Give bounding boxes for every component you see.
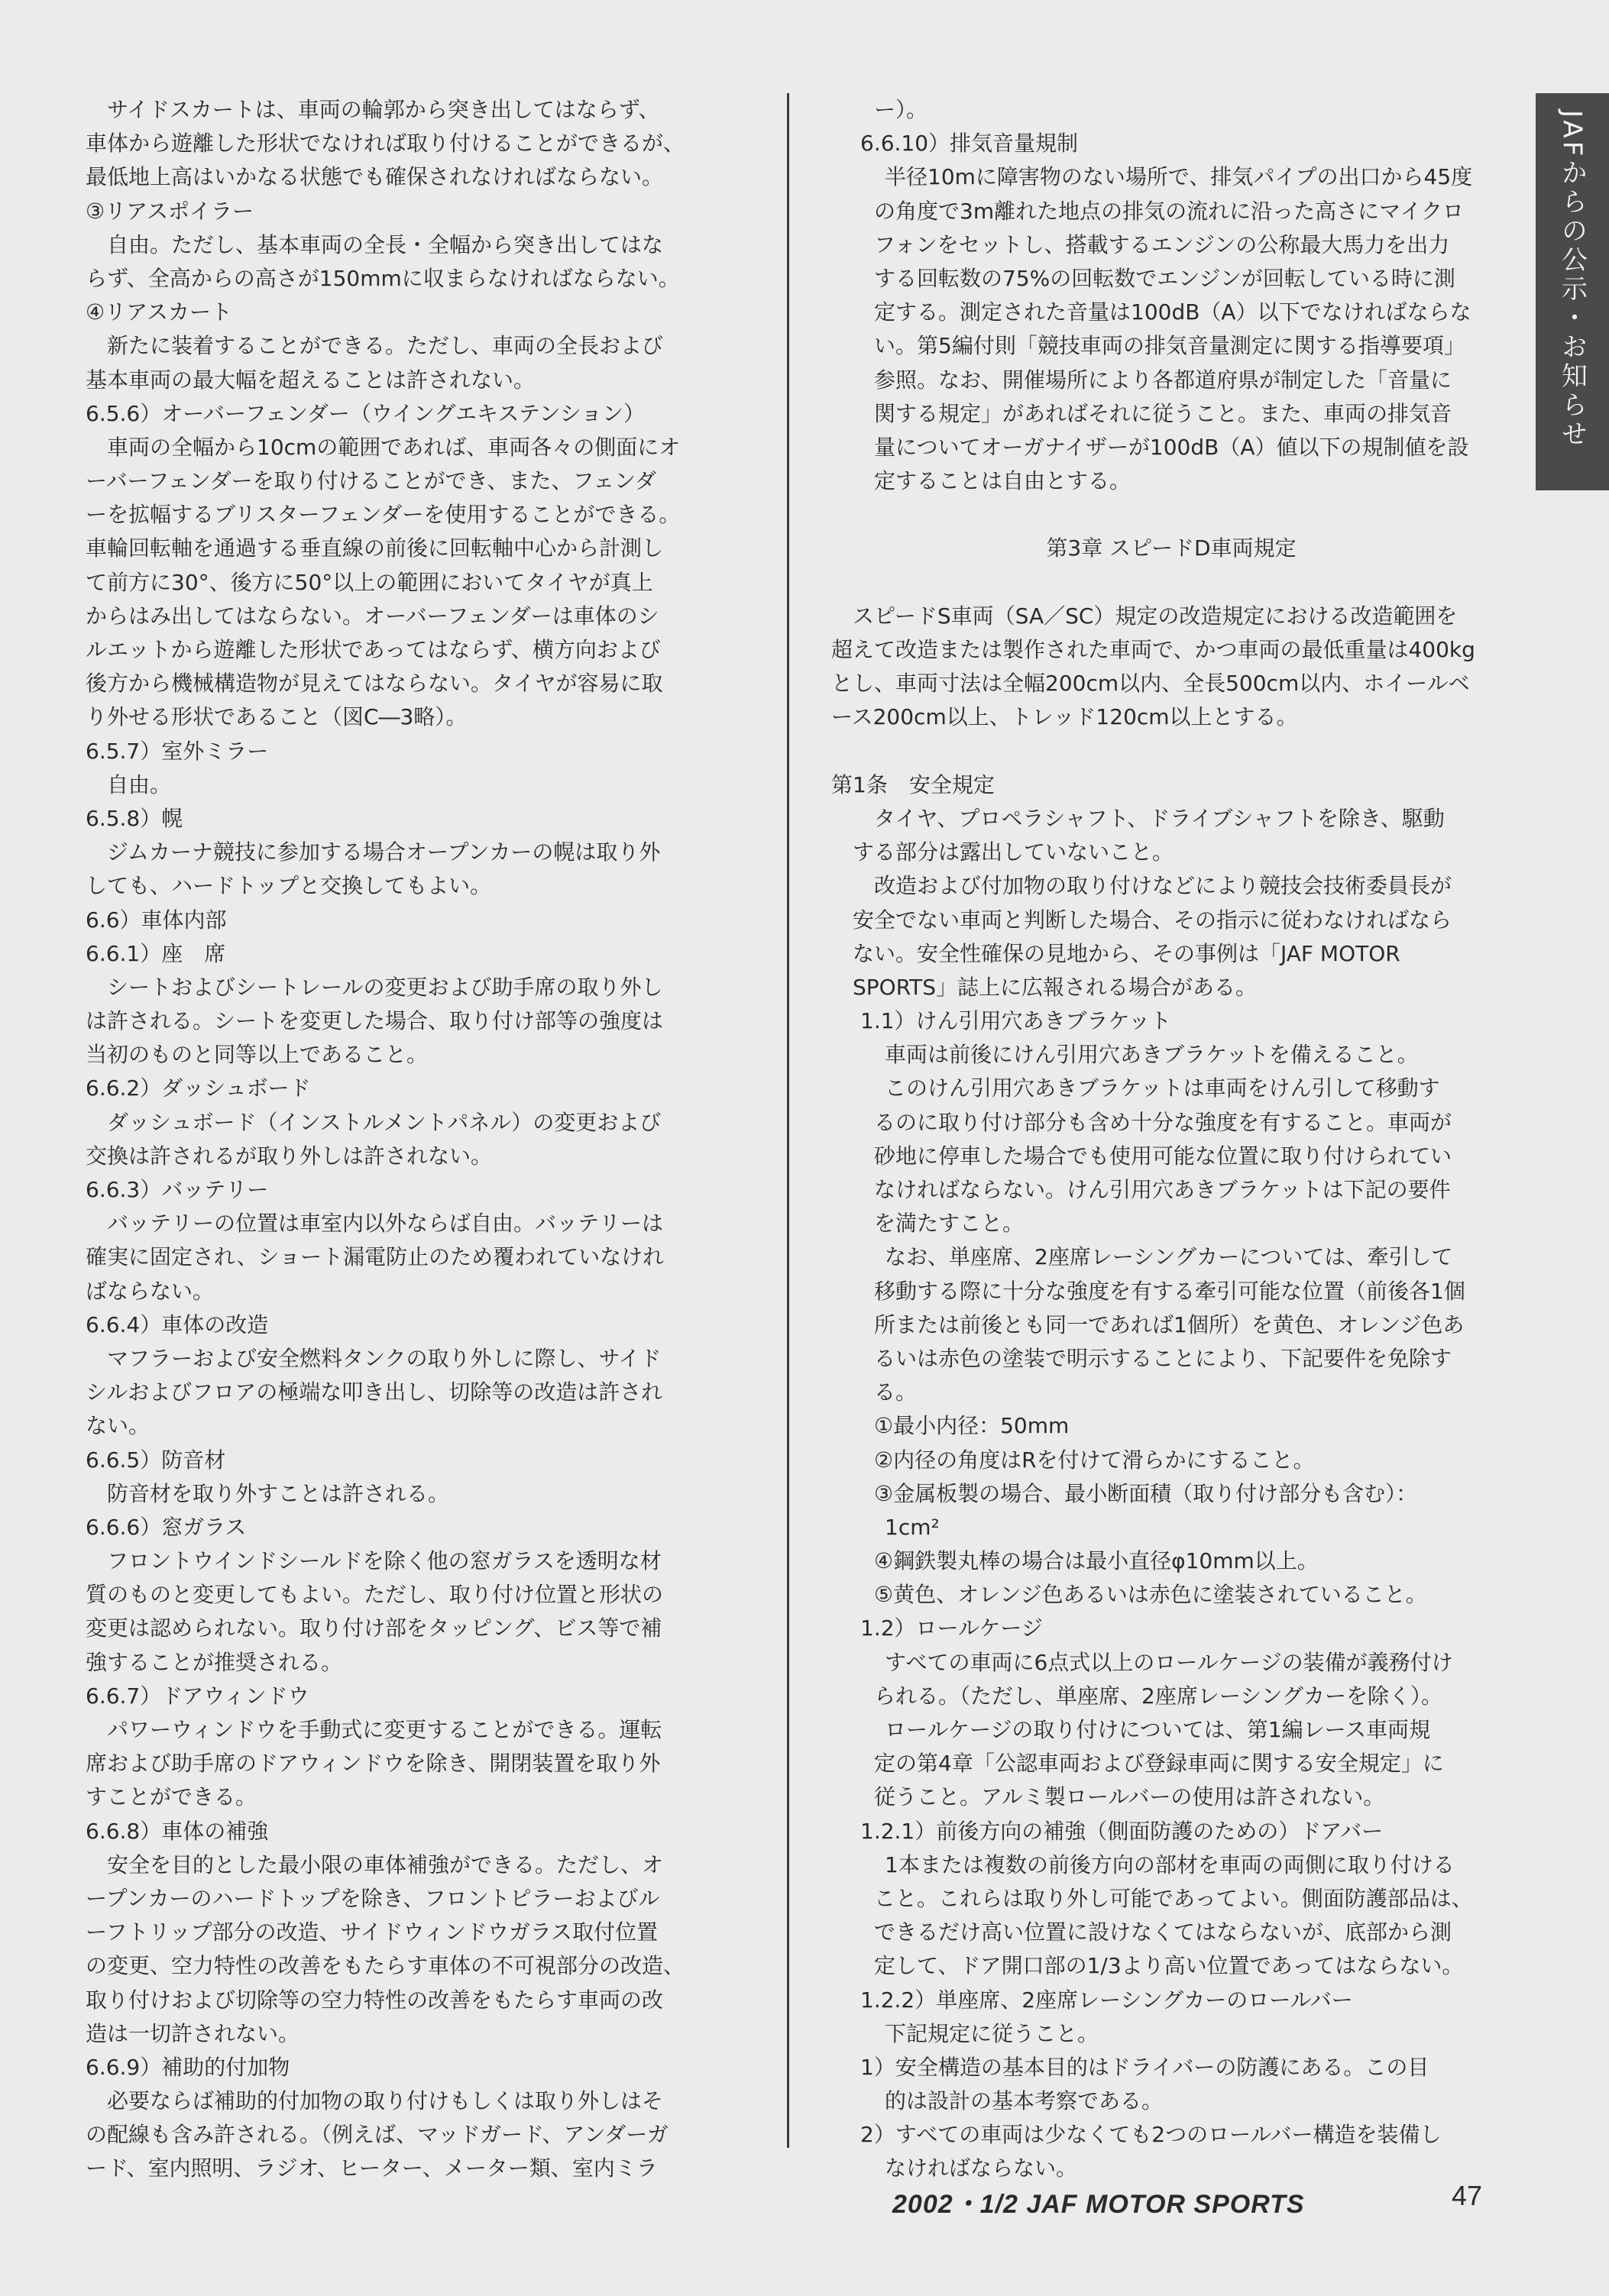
left-column [86, 93, 740, 2186]
text-line: ②内径の角度はRを付けて滑らかにすること。 [874, 1447, 1315, 1473]
text-line: ③リアスポイラー [86, 198, 254, 224]
text-line: とし、車両寸法は全幅200cm以内、全長500cm以内、ホイールベ [831, 671, 1470, 697]
text-line: 超えて改造または製作された車両で、かつ車両の最低重量は400kg [831, 637, 1475, 662]
text-line: なお、単座席、2座席レーシングカーについては、牽引して [885, 1244, 1453, 1270]
text-line: ード、室内照明、ラジオ、ヒーター、メーター類、室内ミラ [86, 2155, 658, 2181]
text-line: ③金属板製の場合、最小断面積（取り付け部分も含む）： [874, 1480, 1418, 1506]
text-line: 半径10mに障害物のない場所で、排気パイプの出口から45度 [885, 164, 1473, 190]
text-line: マフラーおよび安全燃料タンクの取り外しに際し、サイド [107, 1345, 662, 1371]
text-line: 定することは自由とする。 [874, 468, 1131, 494]
text-line: タイヤ、プロペラシャフト、ドライブシャフトを除き、駆動 [874, 805, 1445, 831]
text-line: 当初のものと同等以上であること。 [86, 1042, 429, 1068]
text-line: り外せる形状であること（図C―3略）。 [86, 704, 468, 730]
section-heading: 6.6.1）座 席 [86, 940, 226, 966]
text-line: 車体から遊離した形状でなければ取り付けることができるが、 [86, 131, 685, 157]
text-line: るいは赤色の塗装で明示することにより、下記要件を免除す [874, 1345, 1452, 1371]
text-line: る。 [874, 1379, 918, 1405]
text-line: サイドスカートは、車両の輪郭から突き出してはならず、 [107, 97, 660, 122]
text-line: ない。 [86, 1413, 151, 1439]
text-line: シートおよびシートレールの変更および助手席の取り外し [107, 974, 663, 1000]
text-line: 1本または複数の前後方向の部材を車両の両側に取り付ける [885, 1851, 1455, 1877]
text-line: 下記規定に従うこと。 [885, 2020, 1099, 2046]
text-line: 移動する際に十分な強度を有する牽引可能な位置（前後各1個 [874, 1278, 1465, 1304]
section-heading: 1.2）ロールケージ [860, 1615, 1043, 1641]
text-line: い。第5編付則「競技車両の排気音量測定に関する指導要項」 [874, 333, 1465, 359]
text-line: ロールケージの取り付けについては、第1編レース車両規 [885, 1717, 1431, 1742]
text-line: らず、全高からの高さが150mmに収まらなければならない。 [86, 265, 680, 291]
text-line: 所または前後とも同一であれば1個所）を黄色、オレンジ色あ [874, 1311, 1465, 1337]
text-line: しても、ハードトップと交換してもよい。 [86, 873, 492, 899]
text-line: 交換は許されるが取り外しは許されない。 [86, 1143, 493, 1169]
text-line: バッテリーの位置は車室内以外ならば自由。バッテリーは [107, 1211, 664, 1237]
text-line: 造は一切許されない。 [86, 2020, 300, 2046]
text-line: は許される。シートを変更した場合、取り付け部等の強度は [86, 1008, 664, 1034]
text-line: ルエットから遊離した形状であってはならず、横方向および [86, 637, 661, 662]
text-line: 質のものと変更してもよい。ただし、取り付け位置と形状の [86, 1582, 664, 1608]
text-line: 定の第4章「公認車両および登録車両に関する安全規定」に [874, 1751, 1444, 1777]
text-line: SPORTS」誌上に広報される場合がある。 [853, 974, 1257, 1000]
text-line: シルおよびフロアの極端な叩き出し、切除等の改造は許され [86, 1379, 663, 1405]
text-line: ジムカーナ競技に参加する場合オープンカーの幌は取り外 [107, 839, 661, 865]
text-line: ④リアスカート [86, 299, 232, 325]
text-line: 強することが推奨される。 [86, 1649, 343, 1675]
text-line: ④鋼鉄製丸棒の場合は最小直径φ10mm以上。 [874, 1548, 1319, 1574]
text-line: 的は設計の基本考察である。 [885, 2088, 1164, 2114]
text-line: ー）。 [874, 97, 928, 122]
text-line: ⑤黄色、オレンジ色あるいは赤色に塗装されていること。 [874, 1582, 1427, 1608]
section-heading: 6.5.8）幌 [86, 805, 183, 831]
section-heading: 1）安全構造の基本目的はドライバーの防護にある。この目 [860, 2054, 1429, 2080]
text-line: ーを拡幅するブリスターフェンダーを使用することができる。 [86, 502, 681, 528]
text-line: する部分は露出していないこと。 [853, 839, 1174, 865]
text-line: 第3章 スピードD車両規定 [1046, 535, 1297, 561]
text-line: 自由。 [107, 771, 172, 797]
text-line: 防音材を取り外すことは許される。 [107, 1480, 450, 1506]
section-heading: 6.6.2）ダッシュボード [86, 1075, 311, 1101]
text-line: こと。これらは取り外し可能であってよい。側面防護部品は、 [874, 1885, 1473, 1911]
text-line: フロントウインドシールドを除く他の窓ガラスを透明な材 [107, 1548, 662, 1574]
section-heading: 6.6.9）補助的付加物 [86, 2054, 290, 2080]
text-line: すべての車両に6点式以上のロールケージの装備が義務付け [885, 1649, 1453, 1675]
section-heading: 6.6.8）車体の補強 [86, 1818, 269, 1844]
text-line: 変更は認められない。取り付け部をタッピング、ビス等で補 [86, 1615, 662, 1641]
text-line: 1cm² [885, 1514, 940, 1540]
text-line: の配線も含み許される。（例えば、マッドガード、アンダーガ [86, 2122, 669, 2148]
text-line: 定して、ドア開口部の1/3より高い位置であってはならない。 [874, 1953, 1464, 1979]
text-line: 定する。測定された音量は100dB（A）以下でなければならな [874, 299, 1471, 325]
text-line: ース200cm以上、トレッド120cm以上とする。 [831, 704, 1298, 730]
text-line: 新たに装着することができる。ただし、車両の全長および [107, 333, 664, 359]
text-line: 車輪回転軸を通過する垂直線の前後に回転軸中心から計測し [86, 535, 664, 561]
text-line: 最低地上高はいかなる状態でも確保されなければならない。 [86, 164, 664, 190]
text-line: ①最小内径：50mm [874, 1413, 1070, 1439]
blank-line [831, 566, 1511, 600]
section-heading: 6.6.7）ドアウィンドウ [86, 1683, 309, 1709]
text-line: 確実に固定され、ショート漏電防止のため覆われていなけれ [86, 1244, 665, 1270]
blank-line [831, 735, 1511, 768]
text-line: このけん引用穴あきブラケットは車両をけん引して移動す [885, 1075, 1440, 1101]
section-heading: 1.1）けん引用穴あきブラケット [860, 1008, 1172, 1034]
text-line: ーフトリップ部分の改造、サイドウィンドウガラス取付位置 [86, 1919, 659, 1945]
text-line: する回転数の75%の回転数でエンジンが回転している時に測 [874, 265, 1455, 291]
text-line: ない。安全性確保の見地から、その事例は「JAF MOTOR [853, 940, 1400, 966]
section-heading: 6.6.5）防音材 [86, 1447, 226, 1473]
text-line: ダッシュボード（インストルメントパネル）の変更および [107, 1109, 662, 1135]
text-line: 車両の全幅から10cmの範囲であれば、車両各々の側面にオ [107, 434, 681, 460]
footer-magazine-title: 2002・1/2 JAF MOTOR SPORTS [892, 2190, 1305, 2219]
section-heading: 2）すべての車両は少なくても2つのロールバー構造を装備し [860, 2122, 1442, 2148]
section-heading: 6.6）車体内部 [86, 907, 227, 933]
text-line: ープンカーのハードトップを除き、フロントピラーおよびル [86, 1885, 660, 1911]
page-number: 47 [1452, 2180, 1483, 2211]
section-tab-label: JAFからの公示・お知らせ [1556, 110, 1588, 450]
text-line: 席および助手席のドアウィンドウを除き、開閉装置を取り外 [86, 1751, 661, 1777]
blank-line [831, 498, 1511, 532]
text-line: て前方に30°、後方に50°以上の範囲においてタイヤが真上 [86, 569, 653, 595]
section-tab [1536, 93, 1609, 490]
text-line: 後方から機械構造物が見えてはならない。タイヤが容易に取 [86, 671, 663, 697]
column-divider [787, 93, 789, 2148]
section-heading: 1.2.2）単座席、2座席レーシングカーのロールバー [860, 1987, 1353, 2013]
text-line: パワーウィンドウを手動式に変更することができる。運転 [107, 1717, 662, 1742]
section-heading: 6.6.10）排気音量規制 [860, 131, 1079, 157]
text-line: 砂地に停車した場合でも使用可能な位置に取り付けられてい [874, 1143, 1452, 1169]
text-line: 量についてオーガナイザーが100dB（A）値以下の規制値を設 [874, 434, 1469, 460]
section-heading: 6.6.4）車体の改造 [86, 1311, 269, 1337]
text-line: を満たすこと。 [874, 1211, 1025, 1237]
text-line: 取り付けおよび切除等の空力特性の改善をもたらす車両の改 [86, 1987, 664, 2013]
text-line: スピードS車両（SA／SC）規定の改造規定における改造範囲を [853, 603, 1458, 629]
section-heading: 6.5.7）室外ミラー [86, 738, 269, 764]
text-line: 参照。なお、開催場所により各都道府県が制定した「音量に [874, 367, 1452, 393]
text-line: 自由。ただし、基本車両の全長・全幅から突き出してはな [107, 231, 664, 257]
text-line: 安全でない車両と判断した場合、その指示に従わなければなら [853, 907, 1452, 933]
text-line: 安全を目的とした最小限の車体補強ができる。ただし、オ [107, 1851, 664, 1877]
text-line: 関する規定」があればそれに従うこと。また、車両の排気音 [874, 400, 1452, 426]
text-line: ーバーフェンダーを取り付けることができ、また、フェンダ [86, 468, 657, 494]
right-column [831, 93, 1511, 2186]
text-line: フォンをセットし、搭載するエンジンの公称最大馬力を出力 [874, 231, 1450, 257]
text-line: なければならない。けん引用穴あきブラケットは下記の要件 [874, 1177, 1451, 1202]
text-line: 車両は前後にけん引用穴あきブラケットを備えること。 [885, 1042, 1419, 1068]
text-line: できるだけ高い位置に設けなくてはならないが、底部から測 [874, 1919, 1452, 1945]
text-line: なければならない。 [885, 2155, 1078, 2181]
section-heading: 6.5.6）オーバーフェンダー（ウイングエキステンション） [86, 400, 646, 426]
section-heading: 1.2.1）前後方向の補強（側面防護のための）ドアバー [860, 1818, 1384, 1844]
text-line: 第1条 安全規定 [831, 771, 995, 797]
text-line: 必要ならば補助的付加物の取り付けもしくは取り外しはそ [107, 2088, 664, 2114]
text-line: るのに取り付け部分も含め十分な強度を有すること。車両が [874, 1109, 1452, 1135]
section-heading: 6.6.3）バッテリー [86, 1177, 269, 1202]
text-line: すことができる。 [86, 1784, 257, 1810]
text-line: 従うこと。アルミ製ロールバーの使用は許されない。 [874, 1784, 1385, 1810]
text-line: の角度で3m離れた地点の排気の流れに沿った高さにマイクロ [874, 198, 1464, 224]
text-line: 基本車両の最大幅を超えることは許されない。 [86, 367, 536, 393]
text-line: 改造および付加物の取り付けなどにより競技会技術委員長が [874, 873, 1452, 899]
section-heading: 6.6.6）窓ガラス [86, 1514, 247, 1540]
text-line: ばならない。 [86, 1278, 215, 1304]
text-line: られる。（ただし、単座席、2座席レーシングカーを除く）。 [874, 1683, 1442, 1709]
text-line: の変更、空力特性の改善をもたらす車体の不可視部分の改造、 [86, 1953, 685, 1979]
text-line: からはみ出してはならない。オーバーフェンダーは車体のシ [86, 603, 659, 629]
